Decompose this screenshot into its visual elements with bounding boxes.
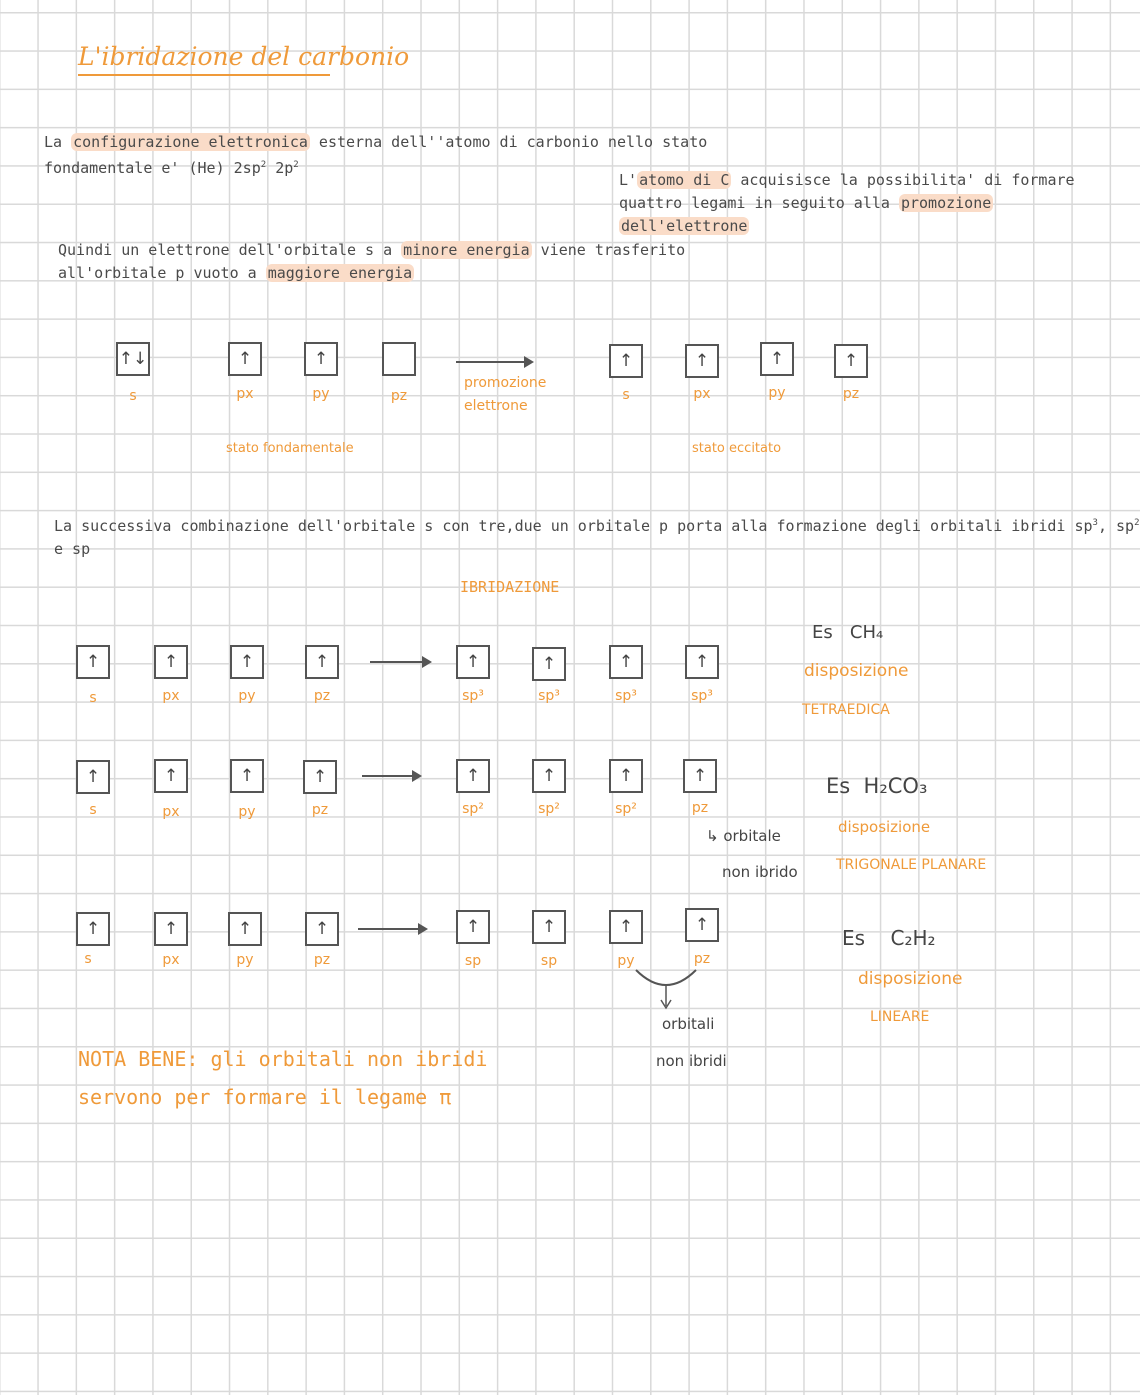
orbital-label: sp: [464, 953, 482, 969]
orbital-label: py: [238, 804, 256, 820]
geometry-label: TRIGONALE PLANARE: [836, 857, 987, 873]
hybridization-arrow: [370, 661, 430, 663]
orbital-label: sp³: [462, 688, 484, 704]
title-underline: [78, 74, 330, 76]
orbital-label: s: [89, 690, 97, 706]
orbital-box: ↑: [154, 759, 188, 793]
page-title: L'ibridazione del carbonio: [78, 42, 410, 71]
orbital-label: px: [236, 386, 254, 402]
quindi-paragraph: Quindi un elettrone dell'orbitale s a minore energia viene trasferito all'orbitale p vuoto a maggiore energia: [58, 241, 686, 282]
orbital-label: py: [768, 385, 786, 401]
orbital-box: ↑: [609, 759, 643, 793]
non-hybrid-note: ↳ orbitale non ibrido: [706, 827, 798, 881]
orbital-box: ↑: [834, 344, 868, 378]
orbital-box: ↑: [305, 912, 339, 946]
orbital-label: pz: [691, 800, 709, 816]
orbital-label: pz: [390, 388, 408, 404]
orbital-box: ↑: [76, 912, 110, 946]
disposizione-label: disposizione: [858, 969, 963, 989]
orbital-box: ↑: [303, 760, 337, 794]
orbital-box: ↑: [685, 645, 719, 679]
ibridazione-label: IBRIDAZIONE: [460, 578, 560, 596]
disposizione-label: disposizione: [838, 818, 931, 836]
orbital-box: ↑: [609, 344, 643, 378]
hybridization-arrow: [362, 775, 420, 777]
orbital-label: sp³: [538, 688, 560, 704]
orbital-label: sp²: [615, 801, 637, 817]
hybridization-arrow: [358, 928, 426, 930]
orbital-box: ↑: [154, 912, 188, 946]
orbital-box: ↑: [456, 910, 490, 944]
orbital-box: ↑: [609, 910, 643, 944]
orbital-label: s: [84, 951, 92, 967]
orbital-label: pz: [313, 952, 331, 968]
promotion-arrow: [456, 361, 532, 363]
orbital-label: sp³: [691, 688, 713, 704]
orbital-label: pz: [311, 802, 329, 818]
orbital-label: sp²: [462, 801, 484, 817]
orbital-box: ↑↓: [116, 342, 150, 376]
orbital-label: py: [312, 386, 330, 402]
disposizione-label: disposizione: [804, 661, 909, 681]
orbital-label: px: [162, 688, 180, 704]
orbital-label: sp²: [538, 801, 560, 817]
promotion-paragraph: L' atomo di C acquisisce la possibilita' di formare quattro legami in seguito alla promozione dell'elettrone: [619, 171, 1075, 235]
orbital-box: [382, 342, 416, 376]
orbital-box: ↑: [228, 912, 262, 946]
orbital-box: ↑: [609, 645, 643, 679]
orbital-label: py: [236, 952, 254, 968]
orbital-label: s: [129, 388, 137, 404]
promotion-arrow-label: promozione elettrone: [464, 375, 547, 414]
orbital-label: pz: [693, 951, 711, 967]
nota-bene: NOTA BENE: gli orbitali non ibridi servono per formare il legame π: [78, 1047, 488, 1109]
combination-paragraph: La successiva combinazione dell'orbitale s con tre,due un orbitale p porta alla formazione degli orbitali ibridi $sp^3$, $sp^2$ e sp: [54, 517, 1140, 558]
example-formula: Es H₂CO₃: [826, 774, 928, 798]
orbital-label: sp³: [615, 688, 637, 704]
orbital-label: s: [89, 802, 97, 818]
geometry-label: LINEARE: [870, 1009, 930, 1025]
orbital-box: ↑: [304, 342, 338, 376]
orbital-box: ↑: [228, 342, 262, 376]
example-formula: Es CH₄: [812, 622, 884, 643]
orbital-label: sp: [540, 953, 558, 969]
orbital-box: ↑: [760, 342, 794, 376]
geometry-label: TETRAEDICA: [802, 702, 890, 718]
orbital-box: ↑: [685, 908, 719, 942]
orbital-box: ↑: [230, 645, 264, 679]
orbital-label: py: [238, 688, 256, 704]
orbital-label: pz: [313, 688, 331, 704]
example-formula: Es C₂H₂: [842, 926, 936, 950]
orbital-box: ↑: [685, 344, 719, 378]
orbital-label: px: [162, 804, 180, 820]
orbital-box: ↑: [532, 910, 566, 944]
orbital-box: ↑: [456, 759, 490, 793]
orbital-box: ↑: [154, 645, 188, 679]
orbital-box: ↑: [456, 645, 490, 679]
non-hybrid-note: orbitali non ibridi: [656, 1015, 727, 1070]
orbital-label: s: [622, 387, 630, 403]
orbital-box: ↑: [305, 645, 339, 679]
orbital-label: pz: [842, 386, 860, 402]
orbital-label: py: [617, 953, 635, 969]
orbital-box: ↑: [230, 759, 264, 793]
orbital-label: px: [162, 952, 180, 968]
orbital-box: ↑: [76, 760, 110, 794]
orbital-box: ↑: [76, 645, 110, 679]
intro-paragraph: La configurazione elettronica esterna dell''atomo di carbonio nello stato fondamentale e' (He) $2sp^2$ $2p^2$: [44, 133, 708, 177]
orbital-box: ↑: [683, 759, 717, 793]
orbital-label: px: [693, 386, 711, 402]
excited-state-caption: stato eccitato: [692, 441, 782, 456]
orbital-box: ↑: [532, 647, 566, 681]
ground-state-caption: stato fondamentale: [226, 441, 354, 456]
orbital-box: ↑: [532, 759, 566, 793]
